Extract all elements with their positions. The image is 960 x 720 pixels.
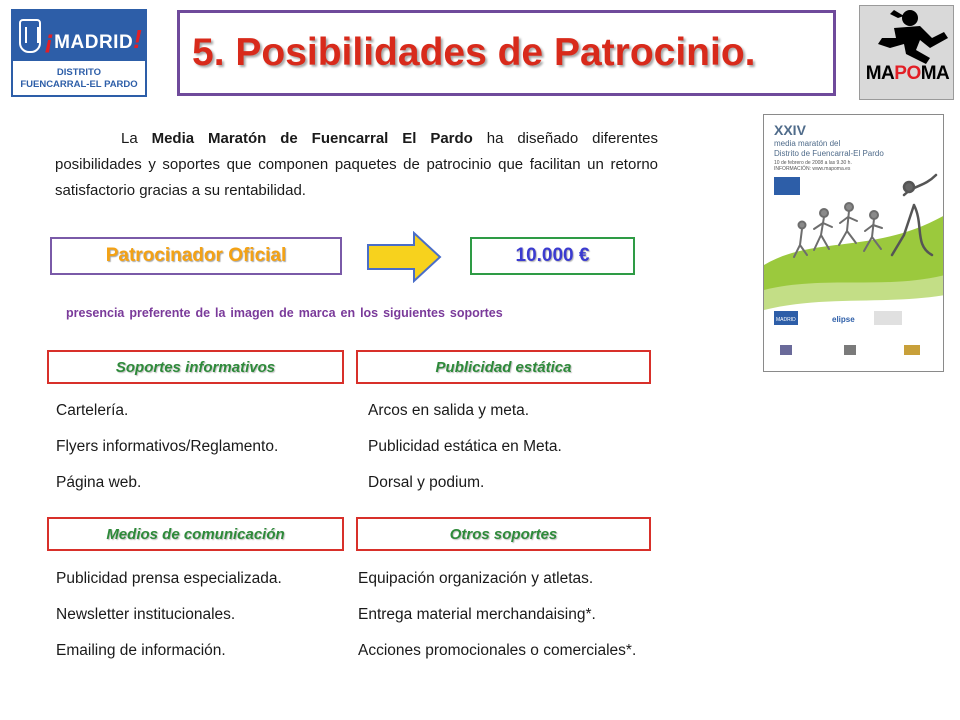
race-poster	[763, 114, 944, 372]
poster-sponsor-elipse: elipse	[832, 315, 855, 324]
list-item: Página web.	[56, 474, 142, 491]
list-otros-soportes	[358, 561, 646, 668]
brand-presence-text: presencia preferente de la imagen de marca en los siguientes soportes	[66, 306, 503, 320]
list-item: Acciones promocionales o comerciales*.	[358, 642, 637, 659]
category-medios-de-comunicacion: Medios de comunicación	[47, 517, 344, 551]
arrow-right-icon	[366, 231, 442, 283]
intro-paragraph: La Media Maratón de Fuencarral El Pardo ha diseñado diferentes posibilidades y soportes que componen paquetes de patrocinio que facilitan un retorno satisfactorio gracias a su rentabilidad.	[55, 130, 658, 199]
official-sponsor-label: Patrocinador Oficial	[50, 237, 342, 275]
madrid-emblem-icon	[19, 19, 41, 53]
page-title: 5. Posibilidades de Patrocinio.	[192, 31, 756, 74]
mapoma-logo	[859, 5, 954, 100]
list-item: Arcos en salida y meta.	[368, 402, 530, 419]
list-item: Flyers informativos/Reglamento.	[56, 438, 279, 455]
madrid-logo-subtitle	[13, 67, 145, 91]
madrid-logo-brand: ¡MADRID!	[45, 24, 143, 54]
poster-info: INFORMACIÓN: www.mapoma.es	[774, 166, 851, 172]
category-otros-soportes: Otros soportes	[356, 517, 651, 551]
madrid-logo	[11, 9, 147, 97]
intro-race-name: Media Maratón de Fuencarral El Pardo	[151, 130, 473, 147]
list-medios-de-comunicacion	[56, 561, 346, 669]
runner-silhouette-icon	[860, 6, 955, 66]
list-item: Equipación organización y atletas.	[358, 570, 594, 587]
category-publicidad-estatica: Publicidad estática	[356, 350, 651, 384]
category-soportes-informativos: Soportes informativos	[47, 350, 344, 384]
race-poster-art	[764, 115, 944, 372]
list-item: Publicidad estática en Meta.	[368, 438, 562, 455]
list-soportes-informativos	[56, 393, 346, 501]
poster-edition: XXIV	[774, 122, 806, 138]
poster-title-line1: media maratón del	[774, 139, 841, 148]
list-publicidad-estatica	[368, 393, 658, 501]
list-item: Entrega material merchandaising*.	[358, 606, 596, 623]
madrid-logo-subtitle-line1: DISTRITO	[56, 67, 102, 78]
poster-date: 10 de febrero de 2008 a las 9.30 h.	[774, 160, 852, 166]
list-item: Dorsal y podium.	[368, 474, 485, 491]
poster-sponsor-madrid: MADRID	[776, 317, 796, 323]
madrid-logo-subtitle-line2: FUENCARRAL-EL PARDO	[20, 79, 138, 90]
list-item: Emailing de información.	[56, 642, 226, 659]
mapoma-wordmark: MAPOMA	[865, 63, 950, 84]
poster-title-line2: Distrito de Fuencarral-El Pardo	[774, 149, 884, 158]
list-item: Publicidad prensa especializada.	[56, 570, 282, 587]
list-item: Newsletter institucionales.	[56, 606, 236, 623]
title-box	[177, 10, 836, 96]
sponsor-price: 10.000 €	[470, 237, 635, 275]
list-item: Cartelería.	[56, 402, 129, 419]
madrid-logo-band	[13, 11, 145, 61]
